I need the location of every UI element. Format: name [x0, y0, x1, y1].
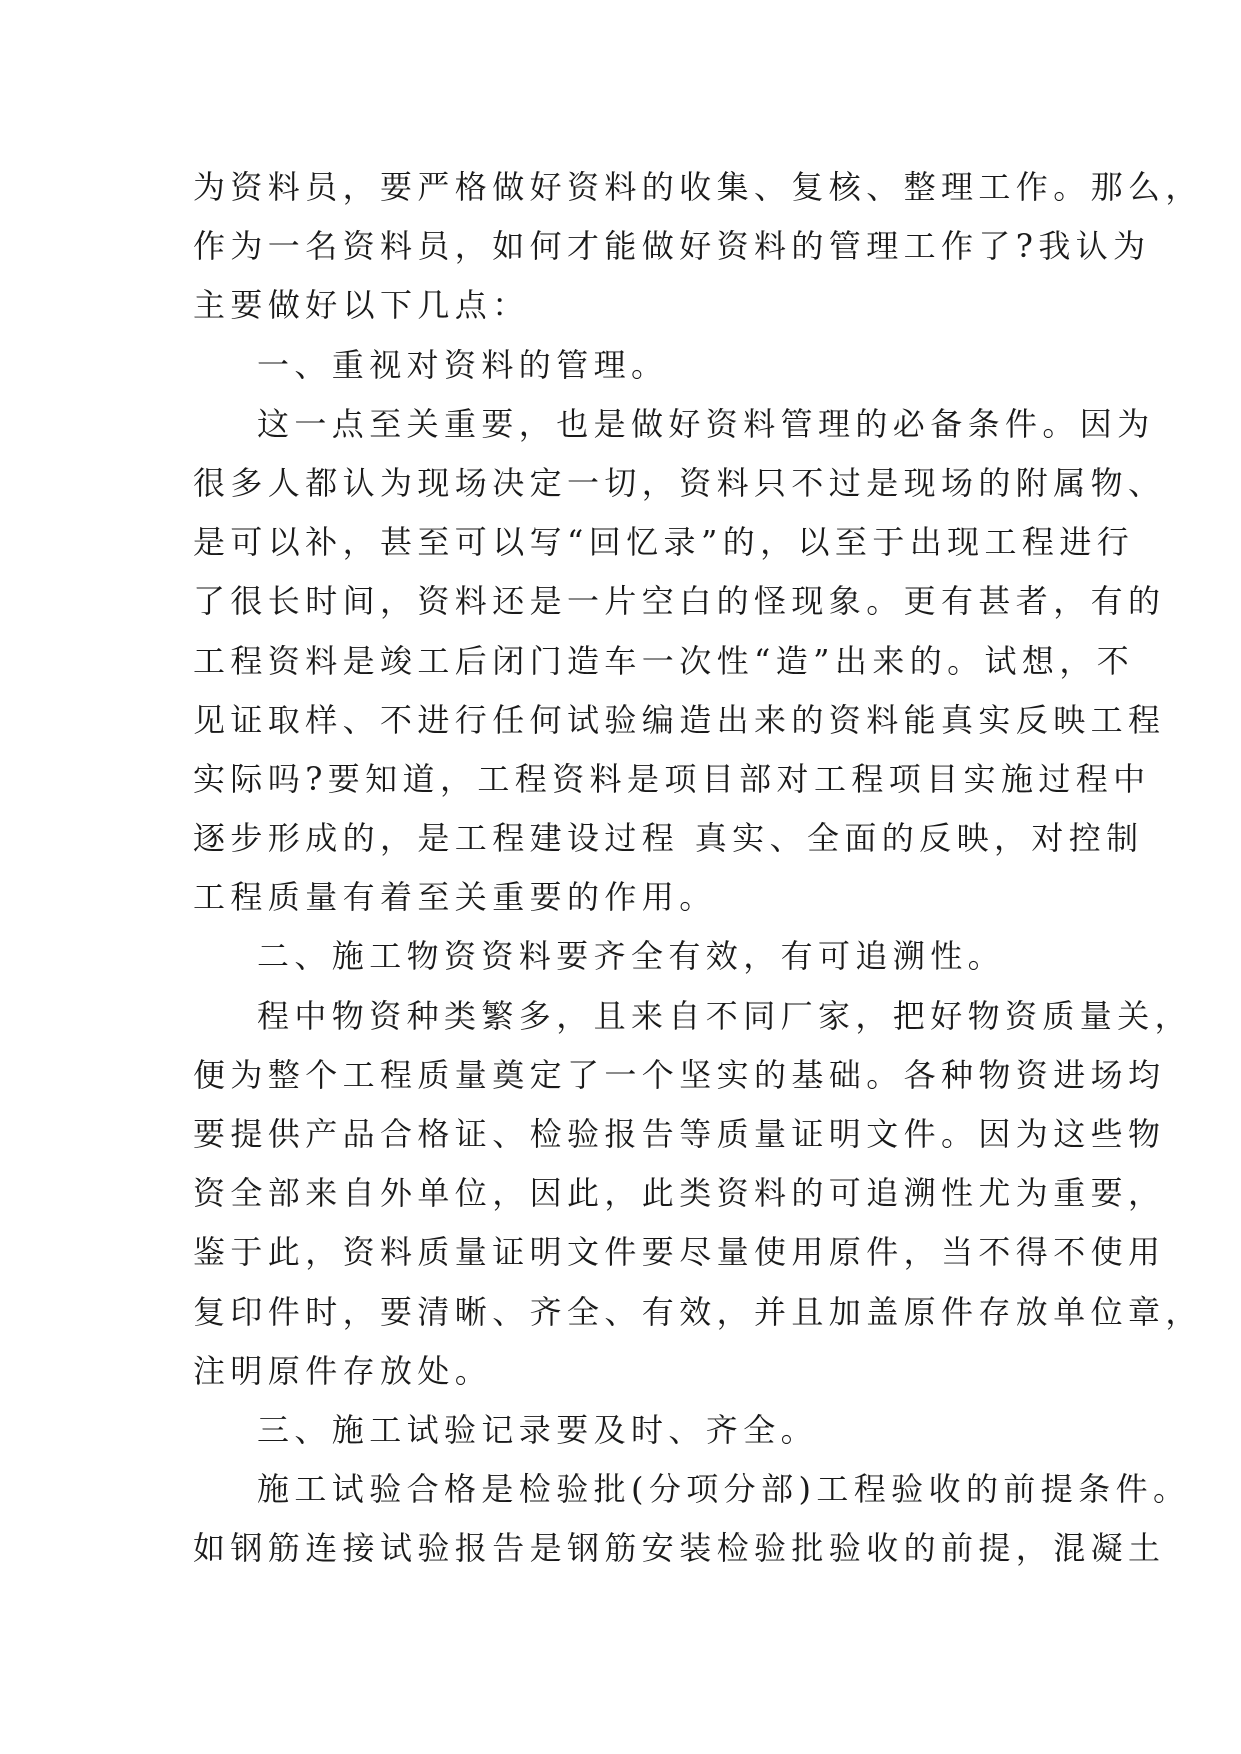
text-line: 为资料员，要严格做好资料的收集、复核、整理工作。那么， — [193, 168, 1203, 206]
section-heading-3: 三、施工试验记录要及时、齐全。 — [257, 1410, 819, 1449]
text-line: 作为一名资料员，如何才能做好资料的管理工作了?我认为 — [193, 227, 1151, 266]
text-line: 便为整个工程质量奠定了一个坚实的基础。各种物资进场均 — [193, 1055, 1166, 1094]
text-line: 复印件时，要清晰、齐全、有效，并且加盖原件存放单位章， — [193, 1292, 1203, 1331]
text-line: 逐步形成的，是工程建设过程 真实、全面的反映，对控制 — [193, 819, 1144, 858]
text-line: 了很长时间，资料还是一片空白的怪现象。更有甚者，有的 — [193, 582, 1166, 621]
text-line: 很多人都认为现场决定一切，资料只不过是现场的附属物、 — [193, 463, 1166, 502]
text-line: 施工试验合格是检验批(分项分部)工程验收的前提条件。 — [257, 1470, 1191, 1509]
text-line: 见证取样、不进行任何试验编造出来的资料能真实反映工程 — [193, 700, 1166, 739]
text-line: 工程质量有着至关重要的作用。 — [193, 878, 717, 917]
section-heading-1: 一、重视对资料的管理。 — [257, 345, 669, 384]
text-line: 注明原件存放处。 — [193, 1351, 493, 1390]
section-heading-2: 二、施工物资资料要齐全有效，有可追溯性。 — [257, 937, 1006, 976]
text-line: 实际吗?要知道，工程资料是项目部对工程项目实施过程中 — [193, 759, 1151, 798]
text-line: 主要做好以下几点： — [193, 286, 530, 325]
text-line: 鉴于此，资料质量证明文件要尽量使用原件，当不得不使用 — [193, 1233, 1166, 1272]
text-line: 是可以补，甚至可以写“回忆录”的，以至于出现工程进行 — [193, 523, 1135, 562]
text-line: 要提供产品合格证、检验报告等质量证明文件。因为这些物 — [193, 1115, 1166, 1153]
body-text — [193, 158, 1203, 1579]
text-line: 这一点至关重要，也是做好资料管理的必备条件。因为 — [257, 404, 1155, 443]
text-line: 程中物资种类繁多，且来自不同厂家，把好物资质量关， — [257, 996, 1193, 1035]
text-line: 工程资料是竣工后闭门造车一次性“造”出来的。试想，不 — [193, 641, 1135, 680]
text-line: 资全部来自外单位，因此，此类资料的可追溯性尤为重要， — [193, 1174, 1166, 1213]
text-line: 如钢筋连接试验报告是钢筋安装检验批验收的前提，混凝土 — [193, 1529, 1166, 1568]
